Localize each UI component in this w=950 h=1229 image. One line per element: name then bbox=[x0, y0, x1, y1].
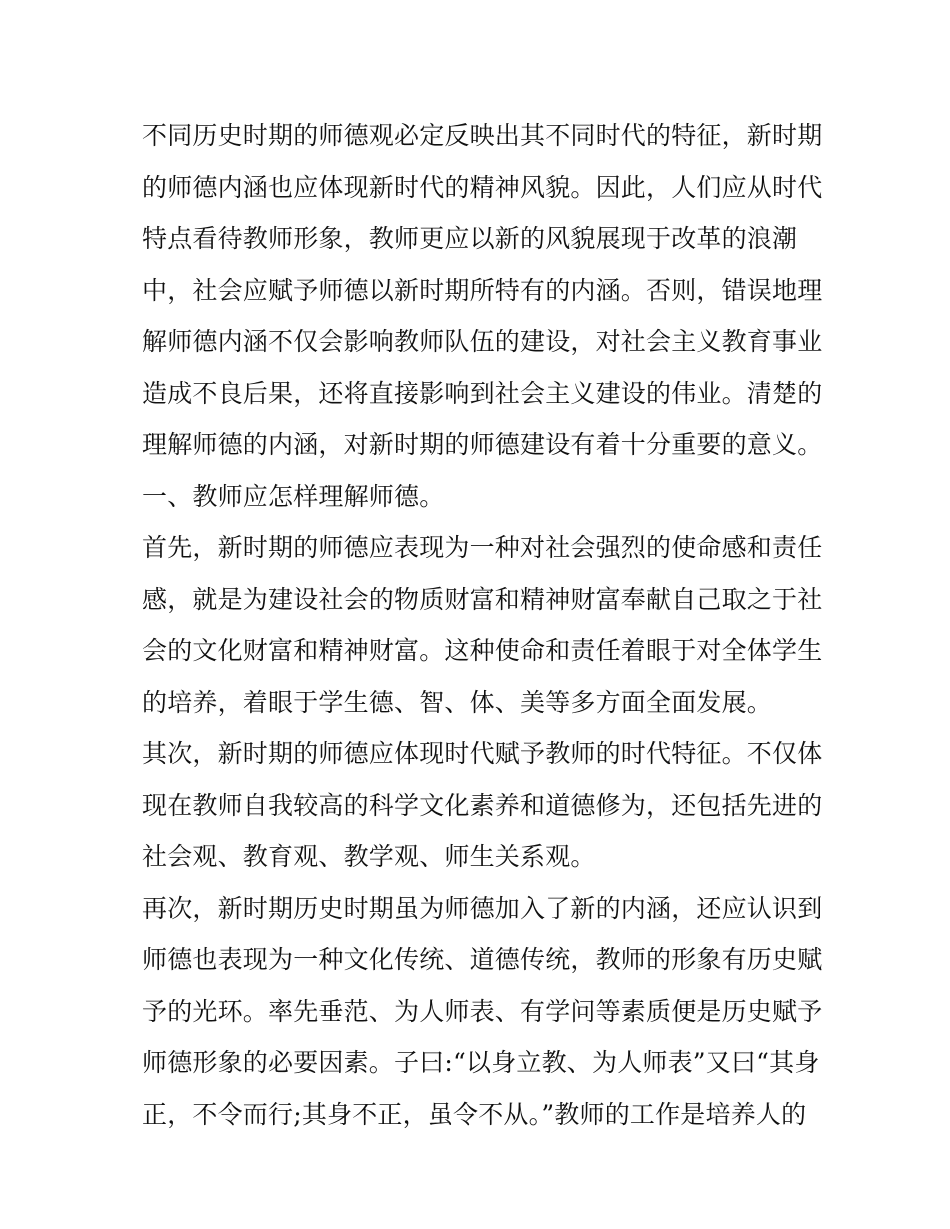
text-line: 师德形象的必要因素。子曰:“以身立教、为人师表”又曰“其身 bbox=[142, 1048, 820, 1077]
text-line: 造成不良后果，还将直接影响到社会主义建设的伟业。清楚的 bbox=[142, 378, 823, 408]
text-line: 解师德内涵不仅会影响教师队伍的建设，对社会主义教育事业 bbox=[142, 327, 823, 356]
text-line: 正，不令而行;其身不正，虽令不从。”教师的工作是培养人的 bbox=[142, 1099, 807, 1129]
text-line: 其次，新时期的师德应体现时代赋予教师的时代特征。不仅体 bbox=[142, 739, 823, 768]
text-line: 理解师德的内涵，对新时期的师德建设有着十分重要的意义。 bbox=[142, 430, 823, 459]
text-line: 再次，新时期历史时期虽为师德加入了新的内涵，还应认识到 bbox=[142, 893, 823, 923]
text-line: 的培养，着眼于学生德、智、体、美等多方面全面发展。 bbox=[142, 687, 773, 717]
text-line: 的师德内涵也应体现新时代的精神风貌。因此，人们应从时代 bbox=[142, 172, 823, 202]
body-text bbox=[142, 110, 822, 1140]
text-line: 予的光环。率先垂范、为人师表、有学问等素质便是历史赋予 bbox=[142, 996, 823, 1026]
text-line: 会的文化财富和精神财富。这种使命和责任着眼于对全体学生 bbox=[142, 636, 823, 665]
section-heading: 一、教师应怎样理解师德。 bbox=[142, 481, 445, 511]
text-line: 中，社会应赋予师德以新时期所特有的内涵。否则，错误地理 bbox=[142, 275, 823, 305]
text-line: 现在教师自我较高的科学文化素养和道德修为，还包括先进的 bbox=[142, 790, 823, 820]
text-line: 师德也表现为一种文化传统、道德传统，教师的形象有历史赋 bbox=[142, 945, 823, 974]
text-line: 首先，新时期的师德应表现为一种对社会强烈的使命感和责任 bbox=[142, 533, 823, 562]
text-line: 社会观、教育观、教学观、师生关系观。 bbox=[142, 842, 596, 871]
text-line: 感，就是为建设社会的物质财富和精神财富奉献自己取之于社 bbox=[142, 584, 823, 614]
text-line: 特点看待教师形象，教师更应以新的风貌展现于改革的浪潮 bbox=[142, 224, 798, 253]
text-line: 不同历史时期的师德观必定反映出其不同时代的特征，新时期 bbox=[142, 121, 823, 150]
